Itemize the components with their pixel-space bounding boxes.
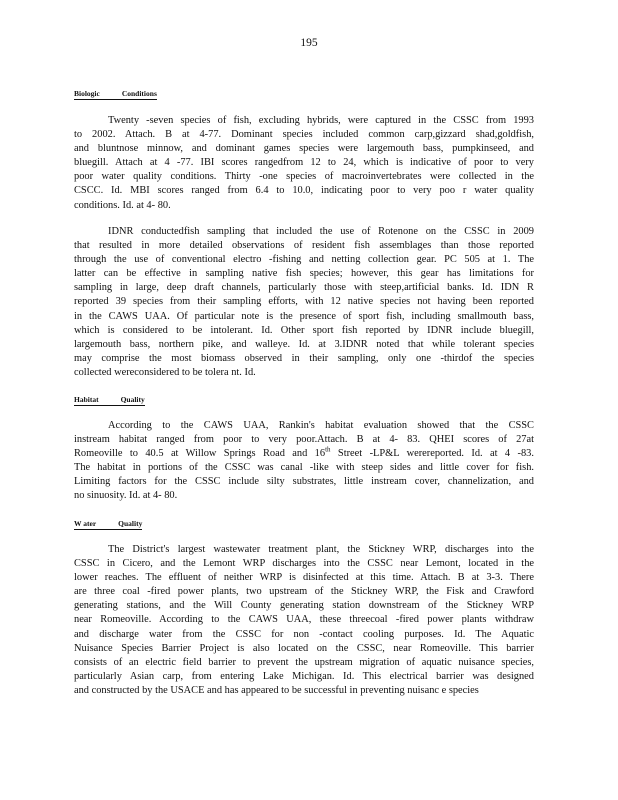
- heading-word: Quality: [118, 519, 143, 528]
- text-line: particularly Asian carp, from entering Lake Michigan. Id. This electrical barrier was designed: [74, 670, 534, 682]
- heading-word: Habitat: [74, 395, 99, 404]
- text-line: instream habitat ranged from poor to very poor.Attach. B at 4- 83. QHEI scores of 27at: [74, 434, 534, 446]
- text-line: generating stations, and the Will County generating station downstream of the Stickney WRP: [74, 600, 534, 612]
- heading-word: W ater: [74, 519, 97, 528]
- text-line: Romeoville to 40.5 at Willow Springs Road and 16th Street -LP&L werereported. Id. at 4 -83.: [74, 445, 534, 460]
- paragraph: [74, 225, 534, 380]
- text-line: Nuisance Species Barrier Project is also located on the CSSC, near Romeoville. This barrier: [74, 642, 534, 654]
- text-line: that resulted in more detailed observations of resident fish assemblages than those reported: [74, 240, 534, 252]
- paragraph: [74, 543, 534, 698]
- text-line: no sinuosity. Id. at 4- 80.: [74, 490, 178, 502]
- text-line: and discharge water from the CSSC for non -contact cooling purposes. Id. The Aquatic: [74, 628, 534, 640]
- text-line: to 2002. Attach. B at 4-77. Dominant species included common carp,gizzard shad,goldfish,: [74, 129, 534, 141]
- text-line: The District's largest wastewater treatment plant, the Stickney WRP, discharges into the: [108, 544, 534, 555]
- text-line: The habitat in portions of the CSSC was canal -like with steep sides and little cover for fish.: [74, 462, 534, 474]
- heading-habitat-quality: [74, 395, 145, 406]
- text-line: and bluntnose minnow, and dominant games species were largemouth bass, pumpkinseed, and: [74, 143, 534, 155]
- paragraph: [74, 114, 534, 213]
- text-line: which is considered to be intolerant. Id. Other sport fish reported by IDNR include bluegill,: [74, 324, 534, 336]
- text-line: CSCC. Id. MBI scores ranged from 6.4 to 10.0, indicating poor to very poo r water quality: [74, 185, 534, 197]
- page-number: 195: [300, 37, 318, 49]
- text-line: may comprise the most biomass observed in their sampling, only one -thirdof the species: [74, 352, 534, 364]
- heading-biologic-conditions: [74, 89, 157, 100]
- heading-word: Quality: [120, 395, 145, 404]
- paragraph: [74, 419, 534, 504]
- text-line: are three coal -fired power plants, two upstream of the Stickney WRP, the Fisk and Crawford: [74, 586, 534, 598]
- text-line: CSSC in Cicero, and the Lemont WRP discharges into the CSSC near Lemont, located in the: [74, 558, 534, 570]
- text-line: and constructed by the USACE and has appeared to be successful in preventing nuisanc e species: [74, 684, 479, 696]
- text-line: through the use of conventional electro -fishing and netting collection gear. PC 505 at 1. The: [74, 254, 534, 266]
- text-line: conditions. Id. at 4- 80.: [74, 199, 171, 211]
- text-line: largemouth bass, northern pike, and walleye. Id. at 3.IDNR noted that while tolerant species: [74, 338, 534, 350]
- text-line: bluegill. Attach at 4 -77. IBI scores rangedfrom 12 to 24, which is indicative of poor to very: [74, 157, 534, 169]
- heading-water-quality: [74, 519, 142, 530]
- text-line: Twenty -seven species of fish, excluding hybrids, were captured in the CSSC from 1993: [108, 115, 534, 126]
- heading-word: Conditions: [121, 89, 157, 98]
- ordinal-suffix: th: [325, 445, 331, 454]
- text-line: Limiting factors for the CSSC include silty substrates, little instream cover, channelization, and: [74, 476, 534, 488]
- text-line: IDNR conductedfish sampling that included the use of Rotenone on the CSSC in 2009: [108, 226, 534, 237]
- text-line: poor water quality conditions. Thirty -one species of macroinvertebrates were collected in the: [74, 171, 534, 183]
- text-line: According to the CAWS UAA, Rankin's habitat evaluation showed that the CSSC: [108, 420, 534, 431]
- text-line: in the CAWS UAA. Of particular note is the presence of sport fish, including smallmouth bass,: [74, 310, 534, 322]
- text-line: consists of an electric field barrier to prevent the upstream migration of aquatic nuisance species,: [74, 656, 534, 668]
- text-line: sampling in large, deep draft channels, particularly those with steep,artificial banks. Id. IDN R: [74, 282, 534, 294]
- text-line: lower reaches. The effluent of neither WRP is disinfected at this time. Attach. B at 3-3. There: [74, 572, 534, 584]
- text-line: collected wereconsidered to be tolera nt. Id.: [74, 366, 256, 378]
- text-line: latter can be effective in sampling native fish species; however, this gear has limitations for: [74, 268, 534, 280]
- heading-word: Biologic: [74, 89, 100, 98]
- text-line: near Romeoville. According to the CAWS UAA, these threecoal -fired power plants withdraw: [74, 614, 534, 626]
- text-line: reported 39 species from their sampling efforts, with 12 native species not having been reported: [74, 296, 534, 308]
